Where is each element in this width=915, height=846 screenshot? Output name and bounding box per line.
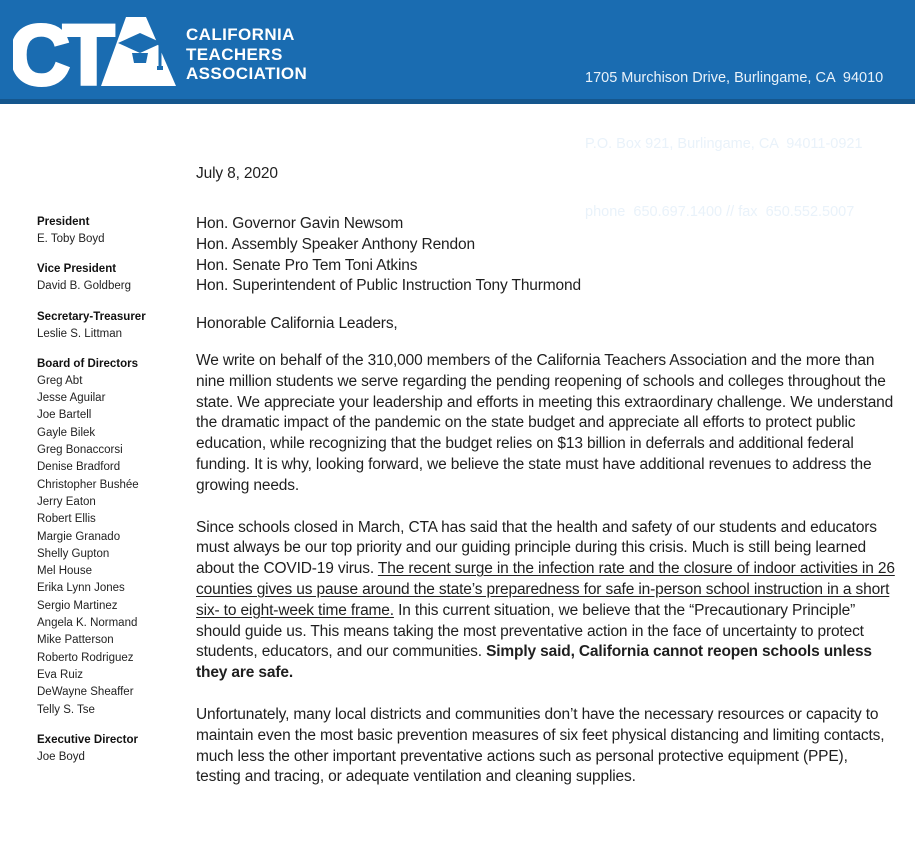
officer-name: Mike Patterson: [37, 634, 114, 647]
officer-name: Erika Lynn Jones: [37, 582, 125, 595]
letter-paragraph: [196, 351, 896, 497]
text-run: Since schools closed in March, CTA has said that the health and safety of our students and educators must always be our top priority and our guiding principle during this crisis. Much is still being learned about the COVID-19 virus.: [196, 518, 877, 578]
officer-section: [37, 214, 192, 248]
officer-name: Roberto Rodriguez: [37, 651, 134, 664]
cta-logo-icon: [13, 8, 178, 94]
officer-name: Christopher Bushée: [37, 478, 139, 491]
officer-name: Sergio Martinez: [37, 599, 118, 612]
letter-body: [196, 163, 896, 809]
salutation: Honorable California Leaders,: [196, 315, 398, 333]
recipient-list: [196, 214, 896, 297]
officer-role-title: Board of Directors: [37, 357, 138, 370]
officer-section: [37, 356, 192, 719]
officer-name: Leslie S. Littman: [37, 327, 123, 340]
letter-paragraphs: [196, 351, 896, 788]
svg-text:C: C: [13, 8, 70, 94]
recipient-line: Hon. Superintendent of Public Instruction Tony Thurmond: [196, 277, 581, 295]
officer-role-title: President: [37, 216, 90, 228]
officer-name: Margie Granado: [37, 530, 121, 543]
officer-name: Gayle Bilek: [37, 426, 96, 439]
recipient-line: Hon. Senate Pro Tem Toni Atkins: [196, 256, 418, 274]
officer-name: David B. Goldberg: [37, 280, 131, 293]
text-run: Simply said, California cannot reopen schools unless they are safe.: [196, 643, 872, 682]
org-name-line: CALIFORNIA: [186, 25, 295, 44]
svg-text:T: T: [63, 8, 115, 94]
org-name-line: ASSOCIATION: [186, 64, 308, 83]
officer-name: Telly S. Tse: [37, 703, 95, 716]
text-run: In this current situation, we believe that the “Precautionary Principle” should guide us. This means taking the most preventative action in the face of uncertainty to protect students, educators, and our communities.: [196, 601, 864, 661]
recipient-line: Hon. Assembly Speaker Anthony Rendon: [196, 235, 475, 253]
officer-name: Eva Ruiz: [37, 668, 84, 681]
officers-sidebar: [37, 214, 192, 766]
org-name: [186, 25, 307, 84]
officer-name: Greg Bonaccorsi: [37, 444, 123, 457]
officer-name: Greg Abt: [37, 374, 83, 387]
officer-role-title: Secretary-Treasurer: [37, 310, 146, 323]
officer-name: DeWayne Sheaffer: [37, 686, 134, 699]
officer-name: Jesse Aguilar: [37, 392, 106, 405]
cta-logo: [13, 8, 178, 99]
officer-name: Angela K. Normand: [37, 617, 138, 630]
org-name-line: TEACHERS: [186, 44, 283, 64]
letter-paragraph: [196, 518, 896, 684]
officer-role-title: Vice President: [37, 263, 117, 276]
officer-name: Denise Bradford: [37, 461, 121, 474]
officer-section: [37, 261, 192, 295]
officer-name: Joe Bartell: [37, 409, 92, 422]
officer-section: [37, 309, 192, 343]
letter-date: July 8, 2020: [196, 165, 278, 182]
phone-fax-line: phone 650.697.1400 // fax 650.552.5007: [585, 204, 855, 220]
officer-name: E. Toby Boyd: [37, 233, 105, 245]
officer-role-title: Executive Director: [37, 733, 138, 746]
officer-name: Mel House: [37, 565, 92, 578]
officer-name: Robert Ellis: [37, 513, 96, 526]
letter-paragraph: [196, 705, 896, 788]
officer-section: [37, 732, 192, 766]
text-run: The recent surge in the infection rate and the closure of indoor activities in 26 counties gives us pause around the state’s preparedness for safe in-person school instruction in a short six- to eight-week time frame.: [196, 560, 895, 619]
officer-name: Joe Boyd: [37, 750, 85, 763]
address-line-1: 1705 Murchison Drive, Burlingame, CA 94010: [585, 70, 884, 86]
text-run: Unfortunately, many local districts and communities don’t have the necessary resources or capacity to maintain even the most basic prevention measures of six feet physical distancing and limiting contacts, much less the other important preventative actions such as personal protective equipment (PPE), testing and tracing, or adequate ventilation and cleaning supplies.: [196, 705, 885, 786]
recipient-line: Hon. Governor Gavin Newsom: [196, 215, 404, 232]
officer-name: Shelly Gupton: [37, 547, 110, 560]
text-run: We write on behalf of the 310,000 members of the California Teachers Association and the more than nine million students we serve regarding the pending reopening of schools and colleges throughout the state. We appreciate your leadership and efforts in meeting this extraordinary challenge. We understand the dramatic impact of the pandemic on the state budget and appreciate all efforts to protect public education, while recognizing that the budget relies on $13 billion in deferrals and additional federal funding. It is why, looking forward, we believe the state must have additional revenues to address the growing needs.: [196, 351, 894, 494]
address-line-2: P.O. Box 921, Burlingame, CA 94011-0921: [585, 136, 863, 152]
officer-name: Jerry Eaton: [37, 495, 96, 508]
